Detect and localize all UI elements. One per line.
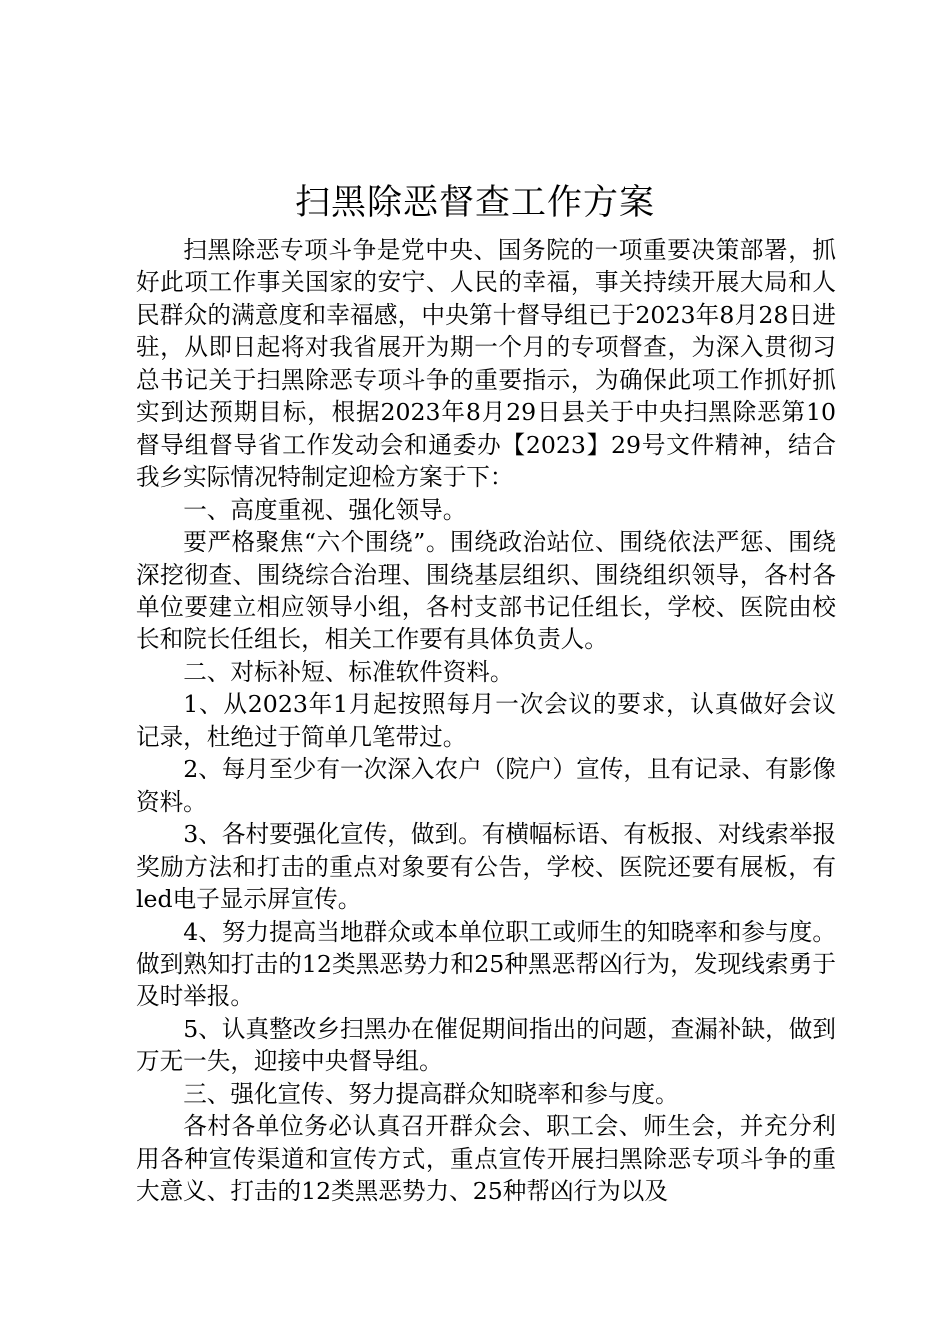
list-item-3: 3、各村要强化宣传，做到。有横幅标语、有板报、对线索举报奖励方法和打击的重点对象要有公告，学校、医院还要有展板，有led电子显示屏宣传。 [136,820,836,914]
paragraph-section-3: 各村各单位务必认真召开群众会、职工会、师生会，并充分利用各种宣传渠道和宣传方式，重点宣传开展扫黑除恶专项斗争的重大意义、打击的12类黑恶势力、25种帮凶行为以及 [136,1112,836,1206]
paragraph-intro: 扫黑除恶专项斗争是党中央、国务院的一项重要决策部署，抓好此项工作事关国家的安宁、人民的幸福，事关持续开展大局和人民群众的满意度和幸福感，中央第十督导组已于2023年8月28日进驻，从即日起将对我省展开为期一个月的专项督查，为深入贯彻习总书记关于扫黑除恶专项斗争的重要指示，为确保此项工作抓好抓实到达预期目标，根据2023年8月29日县关于中央扫黑除恶第10督导组督导省工作发动会和通委办【2023】29号文件精神，结合我乡实际情况特制定迎检方案于下： [136,236,836,492]
list-item-2: 2、每月至少有一次深入农户（院户）宣传，且有记录、有影像资料。 [136,755,836,816]
document-title: 扫黑除恶督查工作方案 [294,183,655,223]
section-heading-1: 一、高度重视、强化领导。 [183,495,467,524]
section-heading-3: 三、强化宣传、努力提高群众知晓率和参与度。 [183,1079,679,1108]
list-item-1: 1、从2023年1月起按照每月一次会议的要求，认真做好会议记录，杜绝过于简单几笔带过。 [136,690,836,751]
section-heading-2: 二、对标补短、标准软件资料。 [183,657,514,686]
list-item-5: 5、认真整改乡扫黑办在催促期间指出的问题，查漏补缺，做到万无一失，迎接中央督导组。 [136,1014,836,1076]
list-item-4: 4、努力提高当地群众或本单位职工或师生的知晓率和参与度。做到熟知打击的12类黑恶势力和25种黑恶帮凶行为，发现线索勇于及时举报。 [136,917,836,1011]
document-body [136,234,836,1208]
paragraph-section-1: 要严格聚焦“六个围绕”。围绕政治站位、围绕依法严惩、围绕深挖彻查、围绕综合治理、围绕基层组织、围绕组织领导，各村各单位要建立相应领导小组，各村支部书记任组长，学校、医院由校长和院长任组长，相关工作要有具体负责人。 [136,528,836,654]
